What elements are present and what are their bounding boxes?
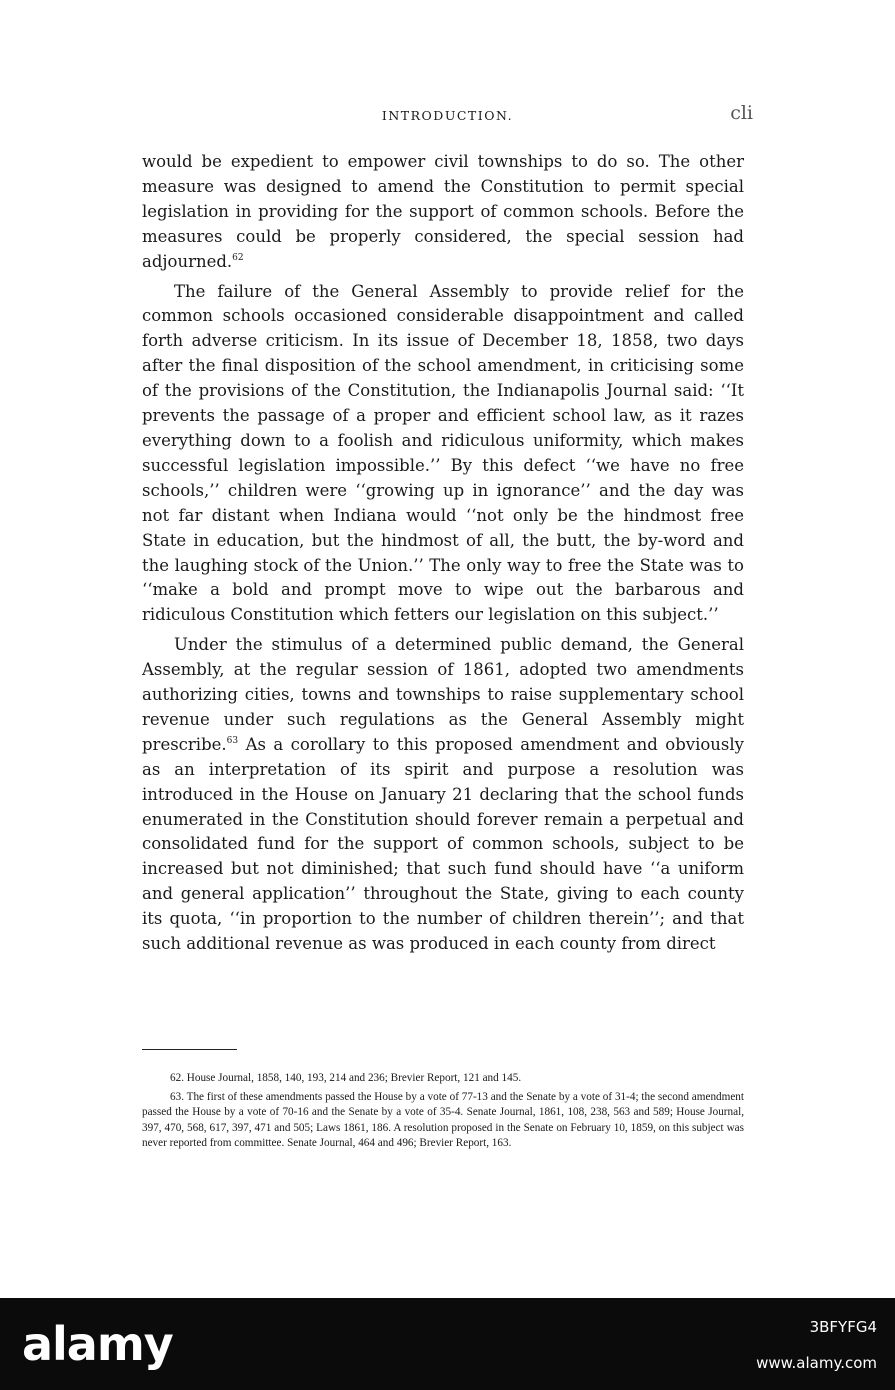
site-url: www.alamy.com (756, 1354, 877, 1372)
page-number: cli (730, 102, 753, 124)
footnotes (142, 1071, 744, 1155)
paragraph-2: The failure of the General Assembly to provide relief for the common schools occasioned considerable disappointment and called forth adverse criticism. In its issue of December 18, 1858, two days after the final disposition of the school amendment, in criticising some of the provisions of the Constitution, the Indianapolis Journal said: ‘‘It prevents the passage of a proper and efficient school law, as it razes everything down to a foolish and ridiculous uniformity, which makes successful legislation impossible.’’ By this defect ‘‘we have no free schools,’’ children were ‘‘growing up in ignorance’’ and the day was not far distant when Indiana would ‘‘not only be the hindmost free State in education, but the hindmost of all, the butt, the by-word and the laughing stock of the Union.’’ The only way to free the State was to ‘‘make a bold and prompt move to wipe out the barbarous and ridiculous Constitution which fetters our legislation on this subject.’’ (142, 281, 744, 625)
paragraph-1 (142, 150, 744, 275)
footnote-63: 63. The first of these amendments passed the House by a vote of 77-13 and the Senate by a vote of 31-4; the second amendment passed the House by a vote of 70-16 and the Senate by a vote of 35-4. Senate Journal, 1861, 108, 238, 563 and 589; House Journal, 397, 470, 568, 617, 397, 471 and 505; Laws 1861, 186. A resolution proposed in the Senate on February 10, 1859, on this subject was never reported from committee. Senate Journal, 464 and 496; Brevier Report, 163. (142, 1090, 744, 1150)
footnote-ref-62: 62 (232, 252, 244, 263)
paragraph-1-text: would be expedient to empower civil townships to do so. The other measure was designed to amend the Constitution to permit special legislation in providing for the support of common schools. Before the measures could be properly considered, the special session had adjourned. (142, 152, 744, 271)
footnote-rule (142, 1049, 237, 1050)
paragraph-3 (142, 633, 744, 957)
paragraph-3-text-b: As a corollary to this proposed amendment and obviously as an interpretation of its spirit and purpose a resolution was introduced in the House on January 21 declaring that the school funds enumerated in the Constitution should forever remain a perpetual and consolidated fund for the support of common schools, subject to be increased but not diminished; that such fund should have ‘‘a uniform and general application’’ throughout the State, giving to each county its quota, ‘‘in proportion to the number of children therein’’; and that such additional revenue as was produced in each county from direct (142, 734, 744, 954)
image-id: 3BFYFG4 (809, 1318, 877, 1336)
running-head (142, 104, 753, 128)
footnote-ref-63: 63 (226, 735, 239, 746)
running-title: INTRODUCTION. (381, 108, 514, 123)
paragraph-3-text-a: Under the stimulus of a determined public demand, the General Assembly, at the regular session of 1861, adopted two amendments authorizing cities, towns and townships to raise supplementary school revenue under such regulations as the General Assembly might prescribe. (142, 635, 744, 754)
watermark-banner (0, 1298, 895, 1390)
body-text (142, 150, 744, 962)
alamy-logo: alamy (22, 1317, 173, 1371)
footnote-62: 62. House Journal, 1858, 140, 193, 214 and 236; Brevier Report, 121 and 145. (170, 1072, 522, 1084)
